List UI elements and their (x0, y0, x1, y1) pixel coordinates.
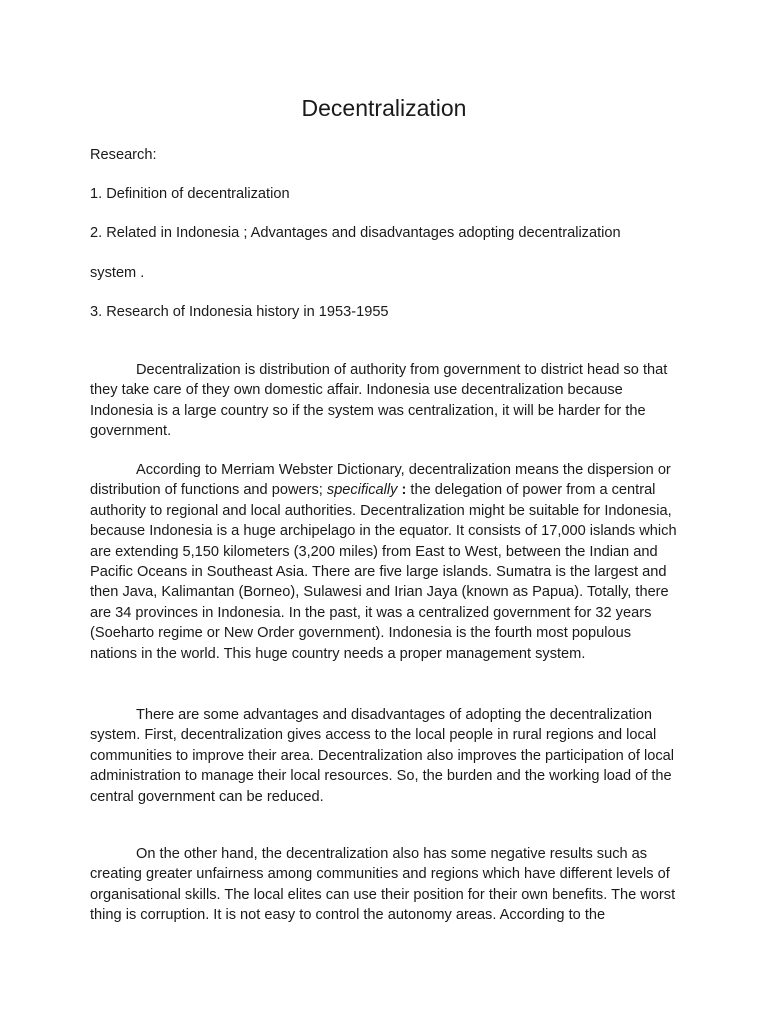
paragraph-text: According to Merriam Webster Dictionary, decentralization means the dispersion or distribution of functions and powers; (90, 462, 671, 499)
paragraph-merriam-webster (90, 460, 678, 664)
emphasis-specifically: specifically (326, 482, 398, 499)
paragraph-text-continued: the delegation of power from a central authority to regional and local authorities. Decentralization might be suitable for Indonesia, because Indonesia is a huge archipelago in the equator. It consists of 17,000 islands which are extending 5,150 kilometers (3,200 miles) from East to West, between the Indian and Pacific Oceans in Southeast Asia. There are five large islands. Sumatra is the largest and then Java, Kalimantan (Borneo), Sulawesi and Irian Jaya (known as Papua). Totally, there are 34 provinces in Indonesia. In the past, it was a centralized government for 32 years (Soeharto regime or New Order government). Indonesia is the fourth most populous nations in the world. This huge country needs a proper management system. (90, 482, 677, 662)
research-item-2: 2. Related in Indonesia ; Advantages and disadvantages adopting decentralization (90, 225, 621, 241)
paragraph-advantages: There are some advantages and disadvantages of adopting the decentralization system. First, decentralization gives access to the local people in rural regions and local communities to improve their area. Decentralization also improves the participation of local administration to manage their local resources. So, the burden and the working load of the central government can be reduced. (90, 707, 675, 805)
paragraph-disadvantages: On the other hand, the decentralization also has some negative results such as creating greater unfairness among communities and regions which have different levels of organisational skills. The local elites can use their position for their own benefits. The worst thing is corruption. It is not easy to control the autonomy areas. According to the (90, 846, 676, 924)
emphasis-colon: : (397, 482, 407, 499)
paragraph-definition: Decentralization is distribution of authority from government to district head so that they take care of they own domestic affair. Indonesia use decentralization because Indonesia is a large country so if the system was centralization, it will be harder for the government. (90, 362, 668, 440)
research-item-2-continuation: system . (90, 265, 145, 281)
document-title: Decentralization (301, 95, 467, 121)
research-item-3: 3. Research of Indonesia history in 1953-1955 (90, 304, 389, 320)
research-item-1: 1. Definition of decentralization (90, 186, 290, 202)
research-heading: Research: (90, 147, 157, 163)
